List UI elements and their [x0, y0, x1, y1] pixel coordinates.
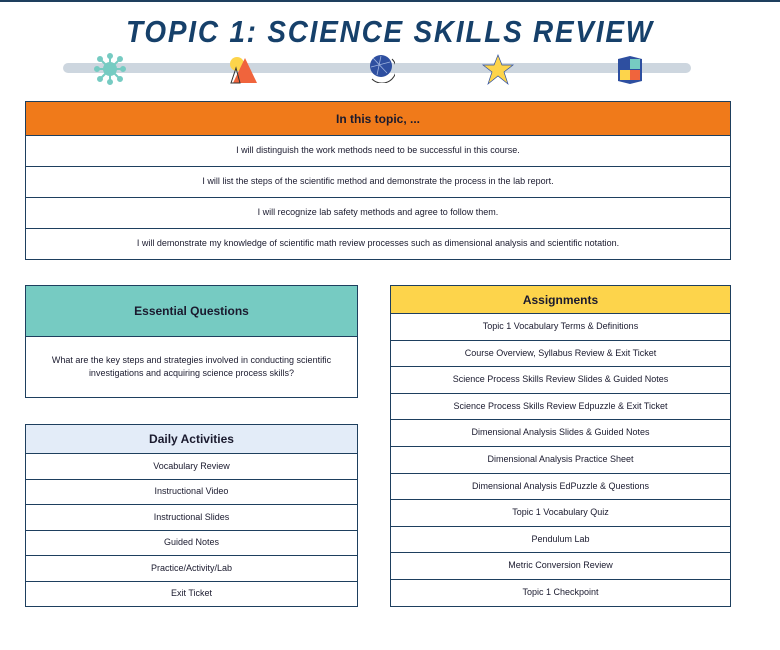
goal-row: I will demonstrate my knowledge of scientific math review processes such as dimensional analysis and scientific notation. — [26, 229, 730, 260]
page-title: TOPIC 1: SCIENCE SKILLS REVIEW — [126, 14, 654, 49]
virus-icon — [94, 53, 126, 85]
essential-questions-table — [25, 285, 358, 398]
assignment-row: Dimensional Analysis EdPuzzle & Questions — [391, 474, 730, 501]
assignment-row: Dimensional Analysis Slides & Guided Notes — [391, 420, 730, 447]
assignments-header: Assignments — [391, 286, 730, 314]
activity-row: Exit Ticket — [26, 582, 357, 608]
assignment-row: Course Overview, Syllabus Review & Exit Ticket — [391, 341, 730, 368]
daily-activities-table — [25, 424, 358, 607]
essential-question: What are the key steps and strategies involved in conducting scientific investigations and acquiring science process skills? — [26, 337, 357, 398]
essential-header: Essential Questions — [26, 286, 357, 337]
assignment-row: Metric Conversion Review — [391, 553, 730, 580]
assignment-row: Pendulum Lab — [391, 527, 730, 554]
assignment-row: Topic 1 Checkpoint — [391, 580, 730, 607]
goal-row: I will recognize lab safety methods and agree to follow them. — [26, 198, 730, 229]
goal-row: I will list the steps of the scientific method and demonstrate the process in the lab report. — [26, 167, 730, 198]
activity-row: Instructional Video — [26, 480, 357, 506]
assignment-row: Science Process Skills Review Slides & Guided Notes — [391, 367, 730, 394]
assignment-row: Dimensional Analysis Practice Sheet — [391, 447, 730, 474]
assignment-row: Topic 1 Vocabulary Terms & Definitions — [391, 314, 730, 341]
assignment-row: Topic 1 Vocabulary Quiz — [391, 500, 730, 527]
assignment-row: Science Process Skills Review Edpuzzle & Exit Ticket — [391, 394, 730, 421]
shapes-icon — [228, 56, 258, 84]
activity-row: Instructional Slides — [26, 505, 357, 531]
globe-icon — [367, 53, 395, 83]
activity-row: Practice/Activity/Lab — [26, 556, 357, 582]
topic-goals-table — [25, 101, 731, 260]
daily-header: Daily Activities — [26, 425, 357, 454]
assignments-table — [390, 285, 731, 607]
topic-header: In this topic, ... — [26, 102, 730, 136]
activity-row: Vocabulary Review — [26, 454, 357, 480]
activity-row: Guided Notes — [26, 531, 357, 557]
top-border — [0, 0, 780, 2]
goal-row: I will distinguish the work methods need to be successful in this course. — [26, 136, 730, 167]
shield-icon — [616, 55, 644, 85]
star-icon — [481, 53, 515, 87]
